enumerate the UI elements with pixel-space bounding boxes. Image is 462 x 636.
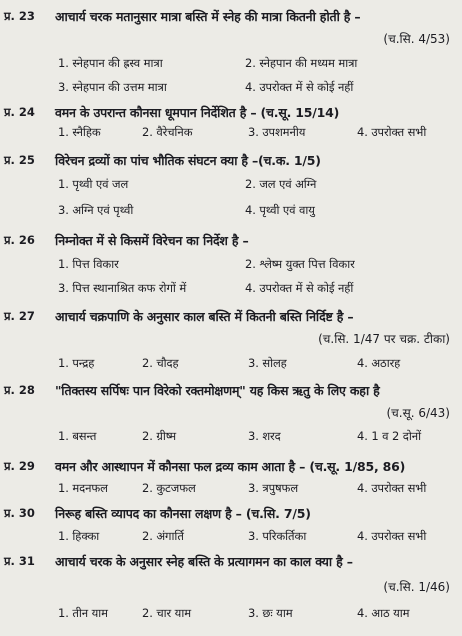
option-2: 2. वैरेचनिक (142, 125, 193, 139)
question-text: "तिक्तस्य सर्पिषः पान विरेको रक्तमोक्षणम्" यह किस ऋतु के लिए कहा है (55, 383, 380, 398)
option-3: 3. परिकर्तिका (248, 529, 307, 543)
option-1: 1. मदनफल (58, 481, 108, 495)
question-number: प्र. 29 (4, 459, 35, 473)
question-number: प्र. 27 (4, 309, 35, 323)
option-3: 3. उपशमनीय (248, 125, 306, 139)
option-1: 1. हिक्का (58, 529, 100, 543)
option-3: 3. स्नेहपान की उत्तम मात्रा (58, 80, 167, 94)
option-3: 3. सोलह (248, 356, 287, 370)
question-text: वमन और आस्थापन में कौनसा फल द्रव्य काम आता है – (च.सू. 1/85, 86) (55, 459, 406, 474)
option-3: 3. छः याम (248, 606, 293, 620)
option-2: 2. चौदह (142, 356, 179, 370)
question-number: प्र. 24 (4, 105, 35, 119)
question-number: प्र. 23 (4, 9, 35, 23)
question-text: आचार्य चक्रपाणि के अनुसार काल बस्ति में कितनी बस्ति निर्दिष्ट है – (55, 309, 354, 324)
question-text: निम्नोक्त में से किसमें विरेचन का निर्देश है – (55, 233, 249, 248)
option-1: 1. स्नेहपान की ह्रस्व मात्रा (58, 56, 163, 70)
option-2: 2. अंगार्ति (142, 529, 184, 543)
option-4: 4. उपरोक्त में से कोई नहीं (245, 80, 354, 94)
option-2: 2. कुटजफल (142, 481, 196, 495)
option-1: 1. स्नैहिक (58, 125, 101, 139)
reference: (च.सि. 4/53) (383, 32, 450, 46)
option-4: 4. उपरोक्त में से कोई नहीं (245, 281, 354, 295)
option-1: 1. पृथ्वी एवं जल (58, 177, 129, 191)
option-3: 3. शरद (248, 429, 281, 443)
option-1: 1. तीन याम (58, 606, 108, 620)
question-number: प्र. 28 (4, 383, 35, 397)
option-3: 3. अग्नि एवं पृथ्वी (58, 203, 134, 217)
option-4: 4. उपरोक्त सभी (357, 529, 427, 543)
option-1: 1. पन्द्रह (58, 356, 95, 370)
question-text: आचार्य चरक मतानुसार मात्रा बस्ति में स्नेह की मात्रा कितनी होती है – (55, 9, 361, 24)
question-text: विरेचन द्रव्यों का पांच भौतिक संघटन क्या है –(च.क. 1/5) (55, 153, 321, 168)
option-4: 4. उपरोक्त सभी (357, 481, 427, 495)
question-text: निरूह बस्ति व्यापद का कौनसा लक्षण है – (च.सि. 7/5) (55, 506, 311, 521)
option-2: 2. चार याम (142, 606, 191, 620)
option-4: 4. आठ याम (357, 606, 410, 620)
question-text: वमन के उपरान्त कौनसा धूमपान निर्देशित है – (च.सू. 15/14) (55, 105, 340, 120)
question-number: प्र. 26 (4, 233, 35, 247)
option-4: 4. उपरोक्त सभी (357, 125, 427, 139)
option-4: 4. 1 व 2 दोनों (357, 429, 421, 443)
reference: (च.सि. 1/46) (383, 580, 450, 594)
option-2: 2. जल एवं अग्नि (245, 177, 317, 191)
question-text: आचार्य चरक के अनुसार स्नेह बस्ति के प्रत्यागमन का काल क्या है – (55, 554, 353, 569)
option-4: 4. पृथ्वी एवं वायु (245, 203, 315, 217)
question-number: प्र. 30 (4, 506, 35, 520)
option-2: 2. स्नेहपान की मध्यम मात्रा (245, 56, 358, 70)
option-2: 2. श्लेष्म युक्त पित्त विकार (245, 257, 355, 271)
option-1: 1. पित्त विकार (58, 257, 119, 271)
reference: (च.सू. 6/43) (386, 406, 450, 420)
option-2: 2. ग्रीष्म (142, 429, 177, 443)
question-number: प्र. 25 (4, 153, 35, 167)
option-3: 3. त्रपुषफल (248, 481, 299, 495)
reference: (च.सि. 1/47 पर चक्र. टीका) (318, 332, 450, 346)
option-1: 1. बसन्त (58, 429, 97, 443)
option-4: 4. अठारह (357, 356, 401, 370)
option-3: 3. पित्त स्थानाश्रित कफ रोगों में (58, 281, 187, 295)
question-number: प्र. 31 (4, 554, 35, 568)
